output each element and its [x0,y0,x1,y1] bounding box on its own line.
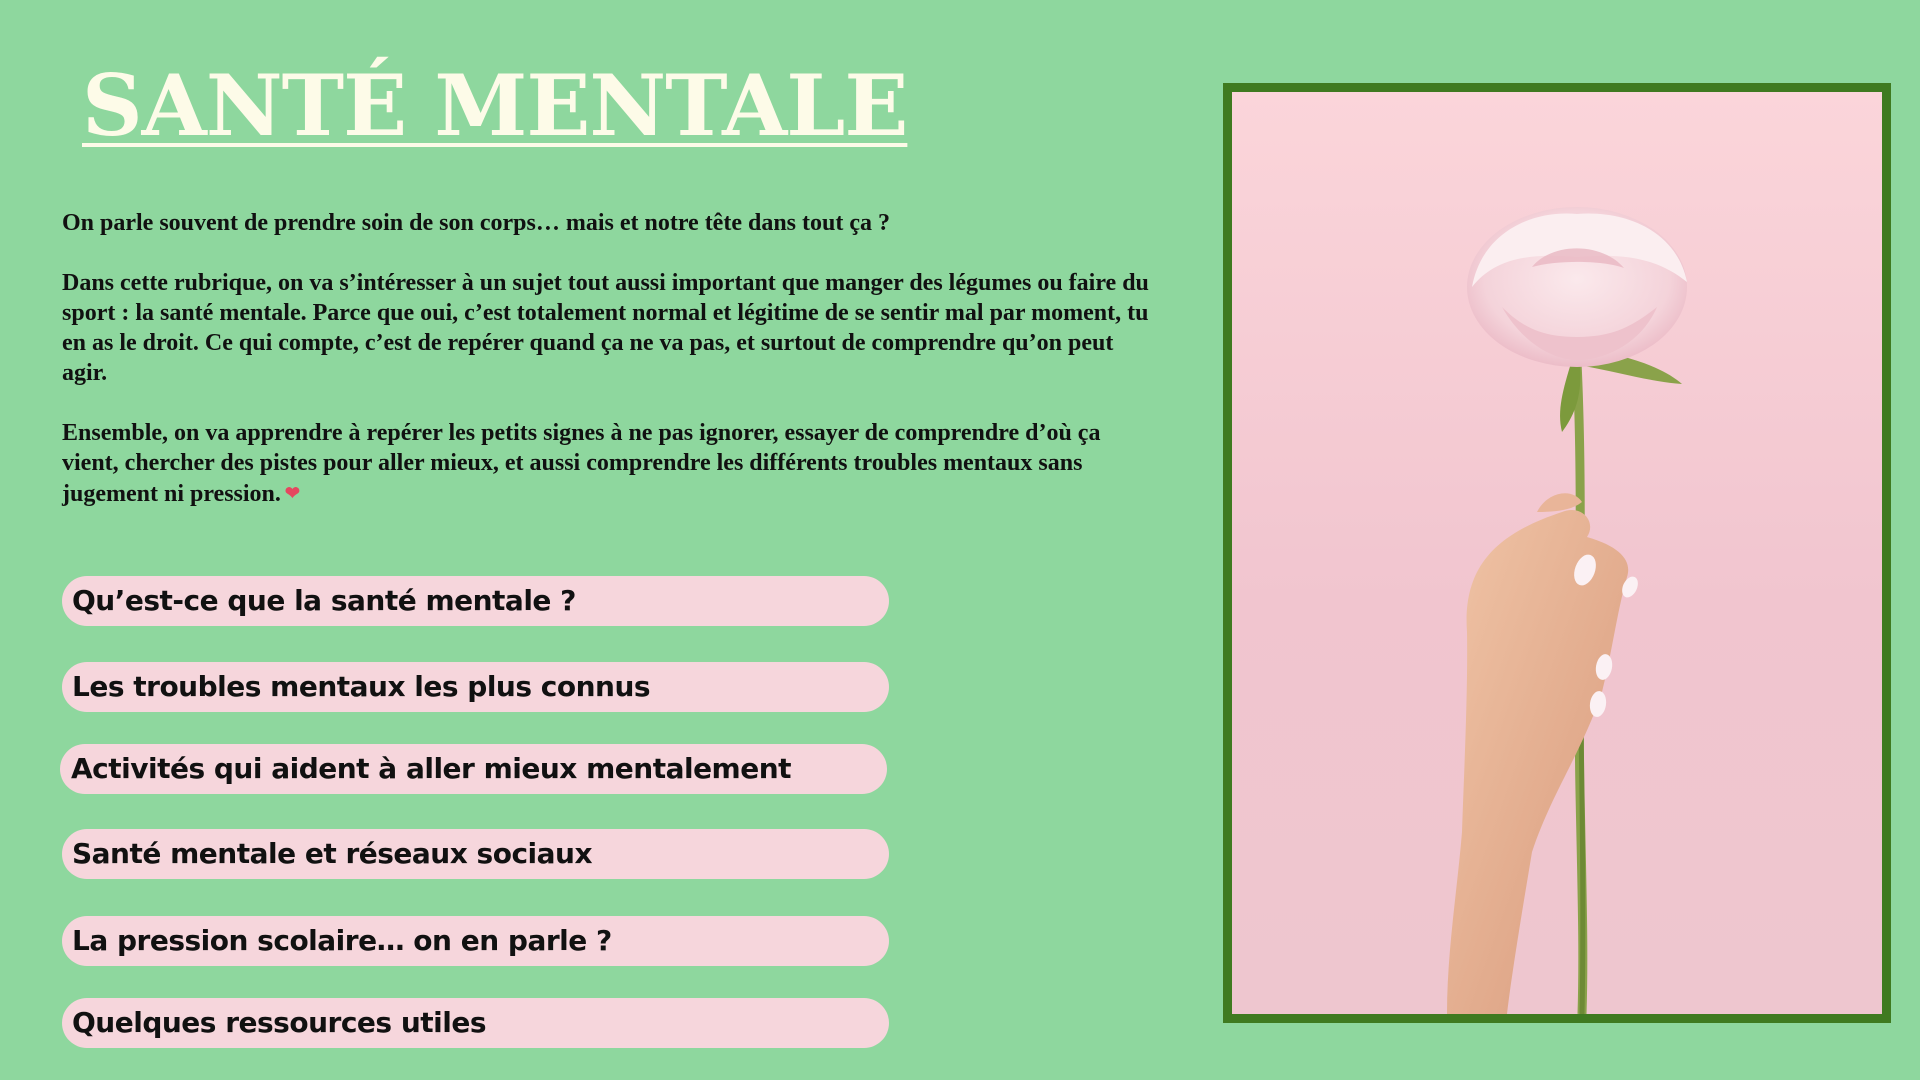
menu-item-helpful-activities[interactable]: Activités qui aident à aller mieux mentalement [60,744,887,794]
intro-paragraph: On parle souvent de prendre soin de son corps… mais et notre tête dans tout ça ? [62,210,890,236]
menu-item-school-pressure[interactable]: La pression scolaire… on en parle ? [62,916,889,966]
intro-paragraph-text: Ensemble, on va apprendre à repérer les petits signes à ne pas ignorer, essayer de comprendre d’où ça vient, chercher des pistes pour aller mieux, et aussi comprendre les différents troubles mentaux sans jugement ni pression. [62,420,1101,507]
intro-text [62,208,1162,539]
intro-paragraph: Dans cette rubrique, on va s’intéresser à un sujet tout aussi important que manger des légumes ou faire du sport : la santé mentale. Parce que oui, c’est totalement normal et légitime de se sentir mal par moment, tu en as le droit. Ce qui compte, c’est de repérer quand ça ne va pas, et surtout de comprendre qu’on peut agir. [62,270,1149,386]
menu-item-known-disorders[interactable]: Les troubles mentaux les plus connus [62,662,889,712]
hand-shape [1447,510,1628,1014]
intro-paragraph [62,418,1162,509]
menu-item-what-is-mental-health[interactable]: Qu’est-ce que la santé mentale ? [62,576,889,626]
heart-icon: ❤ [284,483,300,503]
rose-photo [1223,83,1891,1023]
menu-item-resources[interactable]: Quelques ressources utiles [62,998,889,1048]
menu-item-social-media[interactable]: Santé mentale et réseaux sociaux [62,829,889,879]
page-title: SANTÉ MENTALE [82,56,908,155]
hand-holding-rose-illustration [1232,92,1882,1014]
